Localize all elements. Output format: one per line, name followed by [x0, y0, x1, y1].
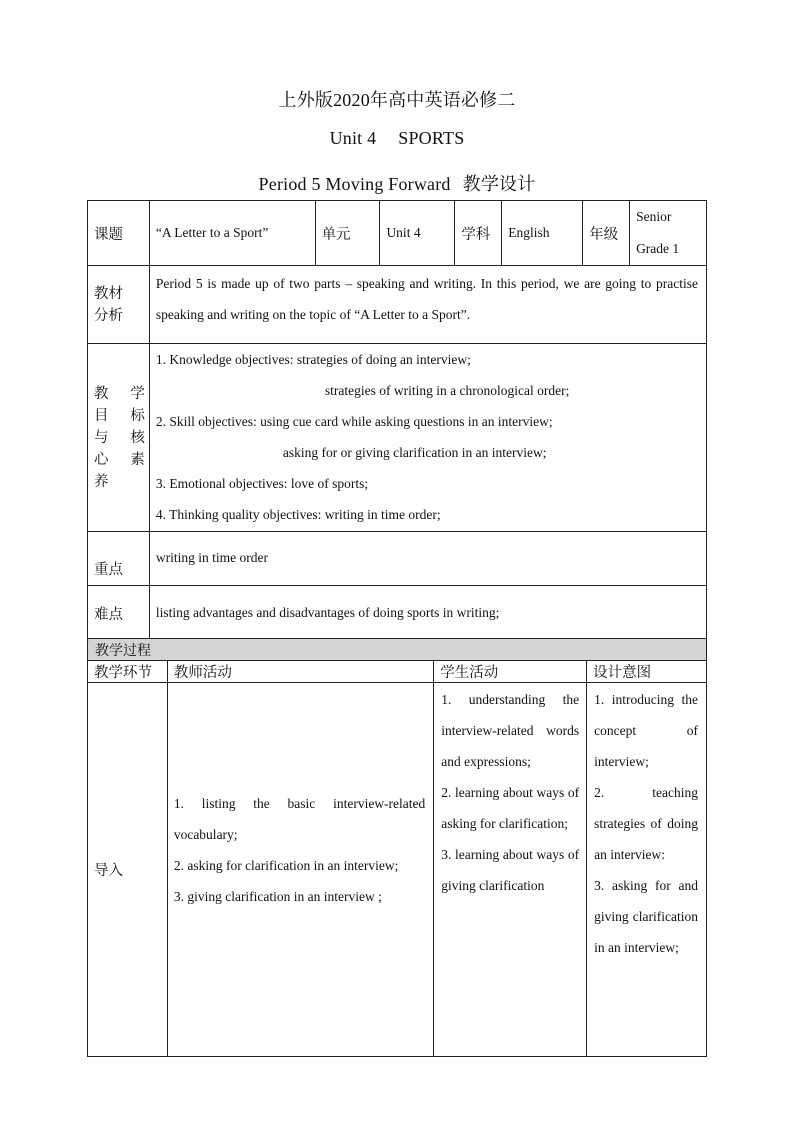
- obj-label-char: 核: [130, 429, 145, 446]
- info-row-key: [88, 532, 707, 586]
- process-section-title: 教学过程: [88, 639, 707, 661]
- design-label: 教学设计: [462, 174, 536, 195]
- obj-label-char: 养: [94, 473, 109, 490]
- obj-label-char: 与: [94, 429, 109, 446]
- info-row-difficult: [88, 586, 707, 641]
- analysis-label: [88, 266, 150, 344]
- student-activity-item: 1. understanding the interview-related words and expressions;: [441, 692, 580, 769]
- period-name: Period 5 Moving Forward: [258, 174, 451, 194]
- objective-item: 1. Knowledge objectives: strategies of doing an interview;: [155, 352, 471, 367]
- teacher-activities: [167, 683, 433, 1057]
- lesson-info-table: [87, 200, 707, 641]
- intent-item: 2. teaching strategies of doing an interview:: [594, 785, 698, 862]
- objective-item: 3. Emotional objectives: love of sports;: [155, 476, 369, 491]
- grade-line-2: Grade 1: [636, 241, 680, 256]
- obj-label-char: 教: [94, 385, 109, 402]
- unit-topic: SPORTS: [398, 128, 465, 148]
- header-teacher: 教师活动: [167, 661, 433, 683]
- info-row-topic: [88, 201, 707, 266]
- obj-label-char: 素: [130, 451, 145, 468]
- key-label: 重点: [88, 532, 150, 586]
- objectives-label: [88, 344, 150, 532]
- teaching-process-table: [87, 638, 707, 1057]
- unit-number: Unit 4: [329, 128, 377, 148]
- header-student: 学生活动: [434, 661, 587, 683]
- unit-title: [0, 128, 794, 149]
- process-header-row: [88, 661, 707, 683]
- obj-label-char: 目: [94, 407, 109, 424]
- student-activity-item: 3. learning about ways of giving clarification: [441, 847, 580, 893]
- objective-item: asking for or giving clarification in an interview;: [282, 445, 547, 460]
- info-row-analysis: [88, 266, 707, 344]
- subject-value: English: [502, 201, 583, 266]
- info-row-objectives: [88, 344, 707, 532]
- document-title: 上外版2020年高中英语必修二: [278, 90, 516, 110]
- intent-item: 1. introducing the concept of interview;: [594, 692, 698, 769]
- teacher-activity-item: 3. giving clarification in an interview ;: [173, 888, 382, 904]
- analysis-text: Period 5 is made up of two parts – speaking and writing. In this period, we are going to practise speaking and writing on the topic of “A Letter to a Sport”.: [149, 266, 706, 344]
- period-title: [0, 170, 794, 196]
- header-intent: 设计意图: [587, 661, 707, 683]
- student-activities: [434, 683, 587, 1057]
- grade-line-1: Senior: [636, 209, 672, 224]
- teacher-activity-item: 2. asking for clarification in an interview;: [173, 857, 399, 873]
- unit-value: Unit 4: [380, 201, 455, 266]
- analysis-label-line-2: 分析: [94, 307, 123, 324]
- objective-item: 2. Skill objectives: using cue card while asking questions in an interview;: [155, 414, 553, 429]
- unit-label: 单元: [315, 201, 380, 266]
- grade-value: [630, 201, 707, 266]
- obj-label-char: 心: [94, 451, 109, 468]
- subject-label: 学科: [455, 201, 502, 266]
- analysis-label-line-1: 教材: [94, 285, 123, 302]
- process-section-row: [88, 639, 707, 661]
- objectives-list: [149, 344, 706, 532]
- stage-intro: 导入: [88, 683, 168, 1057]
- grade-label: 年级: [583, 201, 630, 266]
- topic-label: 课题: [88, 201, 150, 266]
- objective-item: 4. Thinking quality objectives: writing in time order;: [155, 507, 441, 522]
- intent-item: 3. asking for and giving clarification in an interview;: [594, 878, 698, 955]
- difficult-text: listing advantages and disadvantages of doing sports in writing;: [149, 586, 706, 641]
- key-text: writing in time order: [149, 532, 706, 586]
- process-row-intro: [88, 683, 707, 1057]
- objective-item: strategies of writing in a chronological order;: [324, 383, 570, 398]
- obj-label-char: 标: [130, 407, 145, 424]
- design-intent: [587, 683, 707, 1057]
- topic-value: “A Letter to a Sport”: [149, 201, 315, 266]
- teacher-activity-item: 1. listing the basic interview-related vocabulary;: [173, 795, 426, 842]
- obj-label-char: 学: [130, 385, 145, 402]
- difficult-label: 难点: [88, 586, 150, 641]
- header-stage: 教学环节: [88, 661, 168, 683]
- student-activity-item: 2. learning about ways of asking for clarification;: [441, 785, 580, 831]
